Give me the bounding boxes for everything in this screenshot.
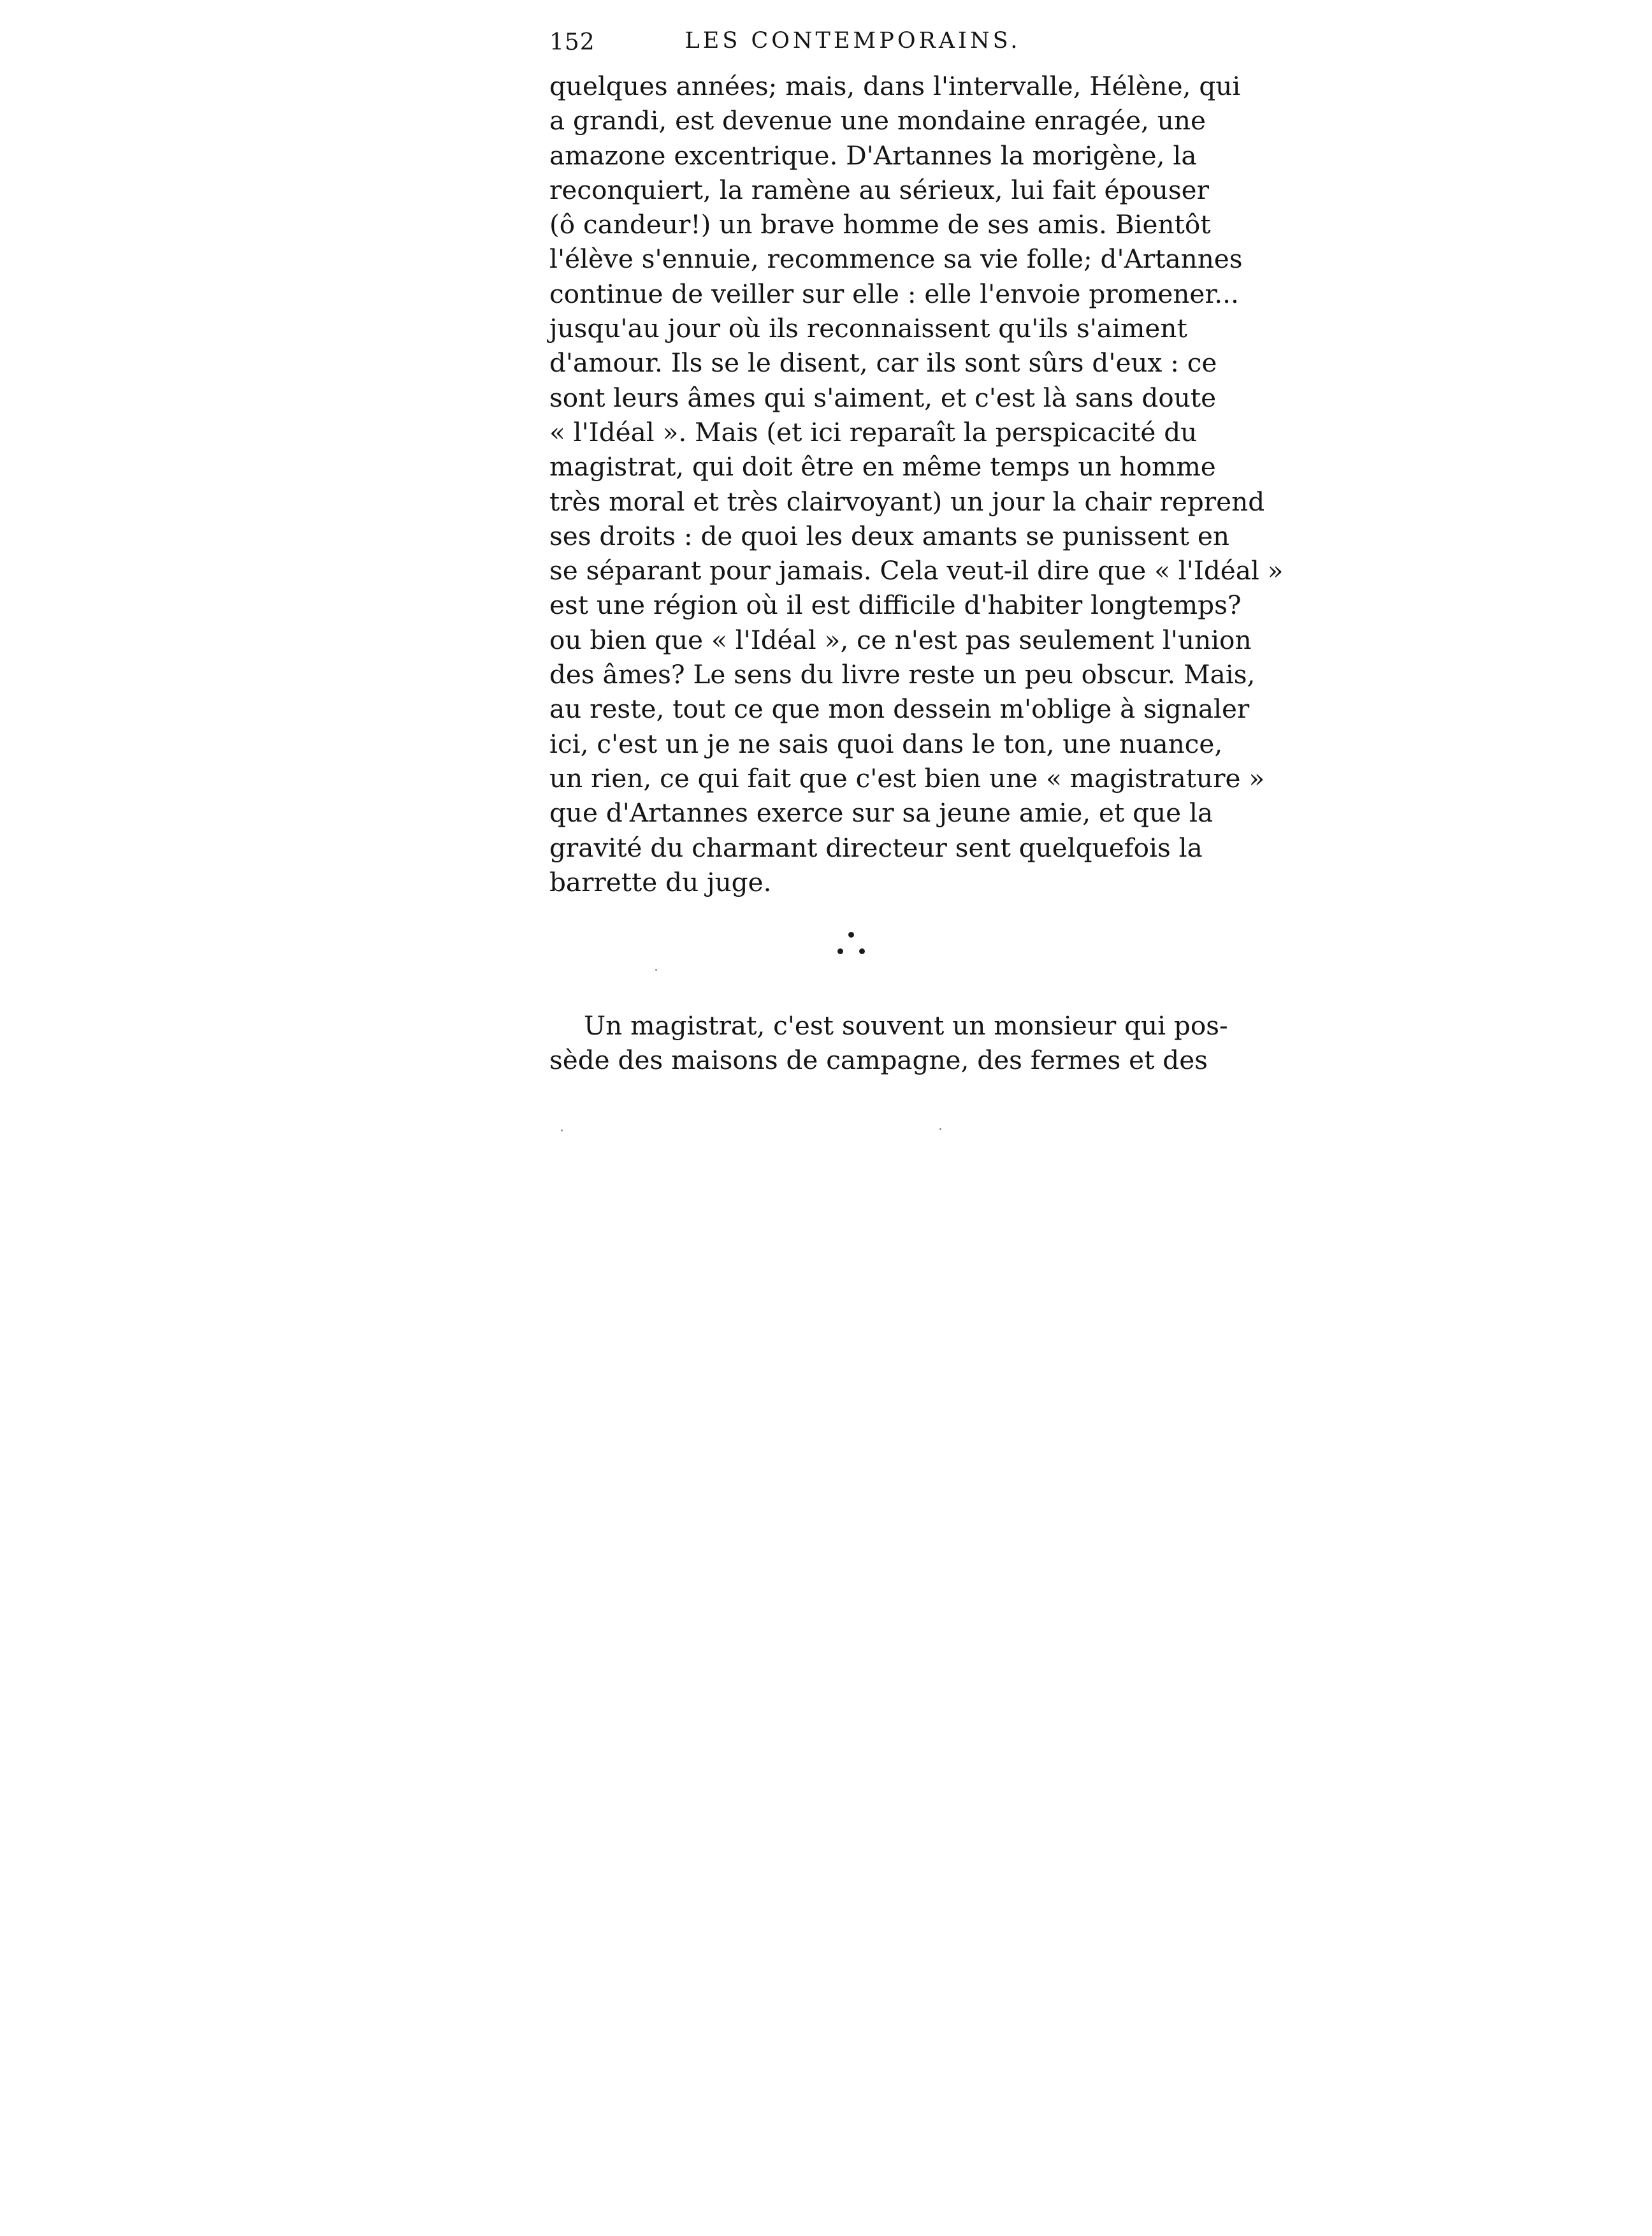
- text-line: jusqu'au jour où ils reconnaissent qu'ils s'aiment: [549, 313, 1187, 344]
- text-line: amazone excentrique. D'Artannes la morigène, la: [549, 140, 1197, 171]
- text-line: l'élève s'ennuie, recommence sa vie folle; d'Artannes: [549, 243, 1243, 275]
- text-line: Un magistrat, c'est souvent un monsieur qui pos-: [584, 1010, 1228, 1041]
- text-line: au reste, tout ce que mon dessein m'oblige à signaler: [549, 693, 1250, 725]
- text-line: d'amour. Ils se le disent, car ils sont sûrs d'eux : ce: [549, 347, 1217, 379]
- paragraph-one: [549, 69, 1284, 899]
- text-line: gravité du charmant directeur sent quelquefois la: [549, 832, 1203, 863]
- text-line: « l'Idéal ». Mais (et ici reparaît la perspicacité du: [549, 416, 1198, 447]
- text-line: ou bien que « l'Idéal », ce n'est pas seulement l'union: [549, 624, 1252, 655]
- text-line: très moral et très clairvoyant) un jour la chair reprend: [549, 486, 1265, 517]
- text-line: barrette du juge.: [549, 866, 772, 897]
- text-line: ici, c'est un je ne sais quoi dans le ton, une nuance,: [549, 728, 1223, 759]
- scan-speck: [561, 1129, 563, 1131]
- paragraph-two: [549, 1008, 1228, 1078]
- text-line: ses droits : de quoi les deux amants se punissent en: [549, 520, 1229, 551]
- text-line: a grandi, est devenue une mondaine enragée, une: [549, 105, 1206, 136]
- text-line: reconquiert, la ramène au sérieux, lui fait épouser: [549, 174, 1209, 205]
- text-line: sède des maisons de campagne, des fermes et des: [549, 1045, 1208, 1076]
- scan-speck: [655, 969, 657, 971]
- running-title: LES CONTEMPORAINS.: [685, 28, 1021, 54]
- text-line: (ô candeur!) un brave homme de ses amis. Bientôt: [549, 209, 1211, 240]
- page-number: 152: [549, 29, 595, 55]
- text-line: se séparant pour jamais. Cela veut-il dire que « l'Idéal »: [549, 555, 1284, 586]
- text-line: un rien, ce qui fait que c'est bien une « magistrature »: [549, 762, 1265, 794]
- text-line: sont leurs âmes qui s'aiment, et c'est là sans doute: [549, 382, 1217, 413]
- text-line: est une région où il est difficile d'habiter longtemps?: [549, 590, 1242, 621]
- text-line: que d'Artannes exerce sur sa jeune amie, et que la: [549, 797, 1214, 829]
- scan-speck: [939, 1128, 941, 1130]
- text-line: quelques années; mais, dans l'intervalle, Hélène, qui: [549, 71, 1241, 101]
- text-line: magistrat, qui doit être en même temps un homme: [549, 451, 1216, 483]
- text-line: des âmes? Le sens du livre reste un peu obscur. Mais,: [549, 659, 1256, 690]
- asterism-separator-icon: [832, 929, 871, 968]
- text-line: continue de veiller sur elle : elle l'envoie promener...: [549, 278, 1239, 309]
- running-head: [549, 25, 1156, 61]
